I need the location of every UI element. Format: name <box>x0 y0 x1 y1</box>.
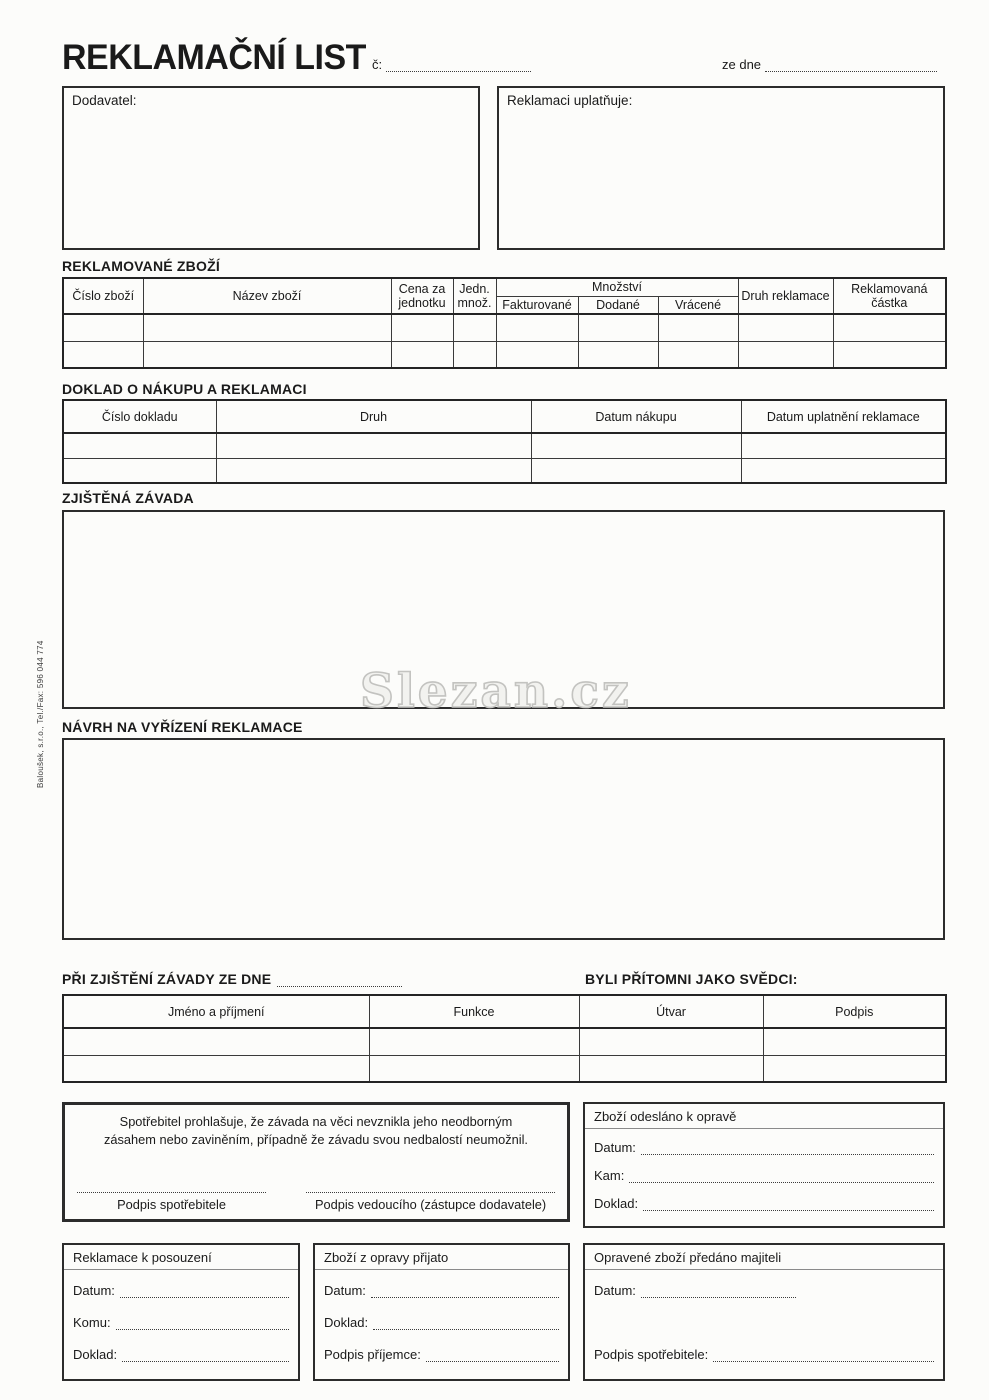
consumer-signature-block <box>77 1181 266 1212</box>
date-label: Datum: <box>594 1139 636 1155</box>
witnesses-table <box>62 994 945 1083</box>
empty-cell <box>741 458 946 483</box>
empty-cell <box>391 341 453 368</box>
empty-cell <box>763 1028 946 1055</box>
dotted-line <box>120 1285 289 1298</box>
assessment-date-field <box>73 1283 289 1298</box>
sent-repair-where-field <box>594 1168 934 1183</box>
goods-col-returned: Vrácené <box>658 296 738 314</box>
dotted-line <box>116 1317 289 1330</box>
proposal-section-heading: NÁVRH NA VYŘÍZENÍ REKLAMACE <box>62 719 303 735</box>
form-date-label: ze dne <box>722 57 762 72</box>
goods-col-claim-amount: Reklamovaná částka <box>833 278 946 314</box>
doc-empty-row <box>63 433 946 458</box>
consumer-declaration-box <box>62 1102 570 1222</box>
document-label: Doklad: <box>324 1314 369 1330</box>
handed-over-fields <box>585 1270 943 1379</box>
watermark-text: Slezan.cz <box>360 664 632 719</box>
sent-repair-date-field <box>594 1140 934 1155</box>
assessment-title: Reklamace k posouzení <box>64 1245 298 1270</box>
empty-cell <box>63 1028 369 1055</box>
dotted-line <box>426 1349 559 1362</box>
goods-col-invoiced: Fakturované <box>496 296 578 314</box>
form-number-label: č: <box>372 57 383 72</box>
manager-signature-label: Podpis vedoucího (zástupce dodavatele) <box>314 1197 547 1212</box>
dotted-line <box>629 1170 934 1183</box>
goods-col-item-name: Název zboží <box>143 278 391 314</box>
consumer-declaration-text: Spotřebitel prohlašuje, že závada na věci nevznikla jeho neodborným zásahem nebo zaviněním, případně že závadu svou nedbalostí neumožnil. <box>104 1114 528 1147</box>
where-label: Kam: <box>594 1167 625 1183</box>
printer-side-note: Baloušek, s.r.o., Tel./Fax: 596 044 774 <box>36 640 45 788</box>
goods-group-quantity: Množství <box>496 278 738 296</box>
goods-empty-row <box>63 341 946 368</box>
received-repair-date-field <box>324 1283 559 1298</box>
dotted-line <box>643 1198 934 1211</box>
date-label: Datum: <box>324 1282 366 1298</box>
received-repair-fields <box>315 1270 568 1379</box>
dotted-line <box>371 1285 559 1298</box>
empty-cell <box>143 341 391 368</box>
empty-cell <box>658 341 738 368</box>
date-label: Datum: <box>594 1283 636 1298</box>
empty-cell <box>579 1028 763 1055</box>
empty-cell <box>833 314 946 341</box>
goods-table <box>62 277 945 369</box>
goods-empty-row <box>63 314 946 341</box>
goods-col-unit: Jedn. množ. <box>453 278 496 314</box>
received-repair-signature-field <box>324 1347 559 1362</box>
sent-repair-fields <box>585 1129 943 1226</box>
page-title: REKLAMAČNÍ LIST <box>62 38 366 77</box>
consumer-signature-label: Podpis spotřebitele: <box>594 1347 709 1362</box>
empty-cell <box>143 314 391 341</box>
purchase-doc-table <box>62 399 945 484</box>
handed-over-signature-field <box>594 1347 934 1362</box>
handed-over-title: Opravené zboží předáno majiteli <box>585 1245 943 1270</box>
spacer <box>594 1316 934 1329</box>
sent-repair-doc-field <box>594 1196 934 1211</box>
defect-section-heading: ZJIŠTĚNÁ ZÁVADA <box>62 490 194 506</box>
goods-col-delivered: Dodané <box>578 296 658 314</box>
empty-cell <box>531 433 741 458</box>
assessment-to-field <box>73 1315 289 1330</box>
assessment-doc-field <box>73 1347 289 1362</box>
empty-cell <box>63 458 216 483</box>
received-repair-doc-field <box>324 1315 559 1330</box>
receiver-signature-label: Podpis příjemce: <box>324 1347 421 1363</box>
sent-repair-title: Zboží odesláno k opravě <box>585 1104 943 1129</box>
form-date-dotted-line <box>765 59 937 72</box>
document-label: Doklad: <box>73 1347 118 1363</box>
form-number-field <box>372 57 531 72</box>
empty-cell <box>63 433 216 458</box>
doc-empty-row <box>63 458 946 483</box>
goods-col-claim-type: Druh reklamace <box>738 278 833 314</box>
doc-col-purchase-date: Datum nákupu <box>531 400 741 433</box>
empty-cell <box>391 314 453 341</box>
witnesses-heading-row <box>62 971 945 987</box>
handed-over-box <box>583 1243 945 1381</box>
empty-cell <box>738 341 833 368</box>
doc-col-type: Druh <box>216 400 531 433</box>
received-repair-box <box>313 1243 570 1381</box>
document-label: Doklad: <box>594 1196 639 1212</box>
claimant-label: Reklamaci uplatňuje: <box>507 93 633 108</box>
witness-col-signature: Podpis <box>763 995 946 1028</box>
received-repair-title: Zboží z opravy přijato <box>315 1245 568 1270</box>
goods-col-unit-price: Cena za jednotku <box>391 278 453 314</box>
doc-col-claim-date: Datum uplatnění reklamace <box>741 400 946 433</box>
goods-col-item-no: Číslo zboží <box>63 278 143 314</box>
form-number-dotted-line <box>386 59 531 72</box>
empty-cell <box>763 1055 946 1082</box>
manager-signature-dotted-line <box>306 1181 555 1193</box>
empty-cell <box>496 341 578 368</box>
handed-over-date-field <box>594 1283 934 1298</box>
empty-cell <box>369 1028 579 1055</box>
assessment-fields <box>64 1270 298 1379</box>
empty-cell <box>741 433 946 458</box>
witness-col-function: Funkce <box>369 995 579 1028</box>
witness-empty-row <box>63 1055 946 1082</box>
claimant-box <box>497 86 945 250</box>
empty-cell <box>216 433 531 458</box>
empty-cell <box>63 341 143 368</box>
witnesses-present-label: BYLI PŘÍTOMNI JAKO SVĚDCI: <box>585 971 798 987</box>
proposal-box <box>62 738 945 940</box>
empty-cell <box>453 341 496 368</box>
empty-cell <box>738 314 833 341</box>
consumer-signature-dotted-line <box>77 1181 266 1193</box>
goods-section-heading: REKLAMOVANÉ ZBOŽÍ <box>62 258 220 274</box>
dotted-line <box>713 1349 934 1362</box>
witness-col-department: Útvar <box>579 995 763 1028</box>
empty-cell <box>578 314 658 341</box>
empty-cell <box>578 341 658 368</box>
sent-repair-box <box>583 1102 945 1228</box>
supplier-label: Dodavatel: <box>72 93 137 108</box>
dotted-line <box>641 1285 796 1298</box>
empty-cell <box>579 1055 763 1082</box>
empty-cell <box>63 1055 369 1082</box>
empty-cell <box>496 314 578 341</box>
defect-found-date-label: PŘI ZJIŠTĚNÍ ZÁVADY ZE DNE <box>62 971 272 987</box>
consumer-signature-label: Podpis spotřebitele <box>117 1197 226 1212</box>
empty-cell <box>63 314 143 341</box>
doc-col-number: Číslo dokladu <box>63 400 216 433</box>
empty-cell <box>369 1055 579 1082</box>
witness-empty-row <box>63 1028 946 1055</box>
empty-cell <box>658 314 738 341</box>
assessment-box <box>62 1243 300 1381</box>
manager-signature-block <box>306 1181 555 1212</box>
purchase-doc-section-heading: DOKLAD O NÁKUPU A REKLAMACI <box>62 381 307 397</box>
dotted-line <box>373 1317 559 1330</box>
to-whom-label: Komu: <box>73 1314 111 1330</box>
dotted-line <box>122 1349 289 1362</box>
empty-cell <box>216 458 531 483</box>
empty-cell <box>531 458 741 483</box>
defect-found-date-dotted-line <box>277 974 402 987</box>
date-label: Datum: <box>73 1282 115 1298</box>
empty-cell <box>453 314 496 341</box>
witness-col-name: Jméno a příjmení <box>63 995 369 1028</box>
supplier-box <box>62 86 480 250</box>
form-date-field <box>722 57 937 72</box>
dotted-line <box>641 1142 934 1155</box>
empty-cell <box>833 341 946 368</box>
declaration-signature-row <box>77 1181 555 1212</box>
